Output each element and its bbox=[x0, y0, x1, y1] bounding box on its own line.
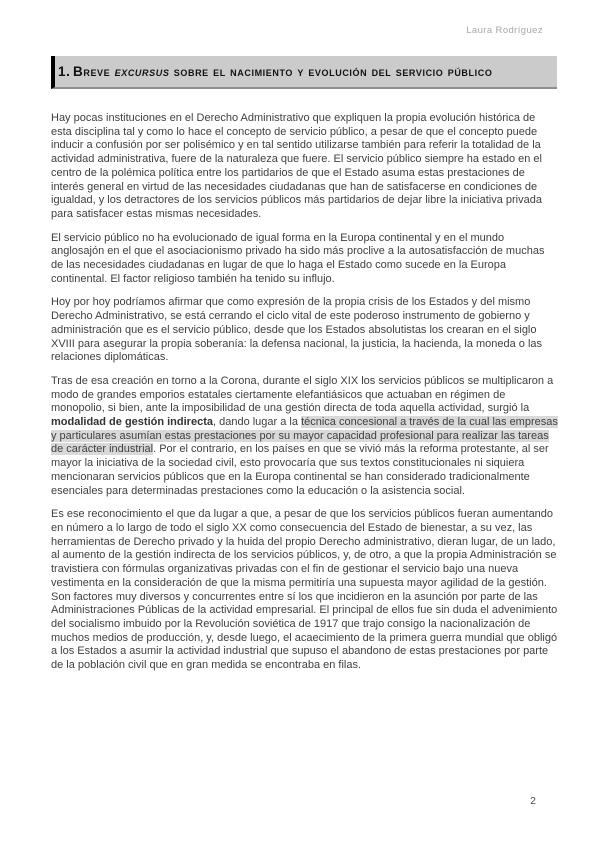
heading-text-segment: sobre el nacimiento y evolución del servicio público bbox=[169, 64, 493, 79]
paragraph: Es ese reconocimiento el que da lugar a que, a pesar de que los servicios públicos fueran aumentando en número a lo largo de todo el siglo XX como consecuencia del Estado de bienestar, a su vez, las herramientas de Derecho privado y la huida del propio Derecho administrativo, dieran lugar, de un lado, al aumento de la gestión indirecta de los servicios públicos, y, de otro, a que la propia Administración se travistiera con fórmulas organizativas privadas con el fin de gestionar el servicio bajo una nueva vestimenta en la consideración de que la misma permitiría una supuesta mayor agilidad de la gestión. Son factores muy diversos y concurrentes entre sí los que incidieron en la asunción por parte de las Administraciones Públicas de la actividad empresarial. El principal de ellos fue sin duda el advenimiento del socialismo imbuido por la Revolución soviética de 1917 que trajo consigo la nacionalización de muchos medios de producción, y, desde luego, el acaecimiento de la primera guerra mundial que obligó a los Estados a asumir la actividad industrial que supuso el abandono de estas prestaciones por parte de la población civil que en gran medida se encontraba en filas. bbox=[51, 508, 558, 672]
document-body bbox=[51, 112, 558, 683]
heading-text-segment: Breve bbox=[73, 64, 115, 79]
bold-text: modalidad de gestión indirecta bbox=[51, 416, 213, 429]
paragraph: Hay pocas instituciones en el Derecho Administrativo que expliquen la propia evolución histórica de esta disciplina tal y como lo hace el concepto de servicio público, a pesar de que el concepto puede inducir a confusión por ser polisémico y en tal sentido utilizarse también para referir la totalidad de la actividad administrativa, fuere de la naturaleza que fuere. El servicio público siempre ha estado en el centro de la polémica política entre los partidarios de que el Estado asuma estas prestaciones de interés general en virtud de las necesidades ciudadanas que han de satisfacerse en condiciones de igualdad, y los detractores de los servicios públicos más partidarios de dejar libre la iniciativa privada para satisfacer estas mismas necesidades. bbox=[51, 112, 542, 220]
highlighted-text: técnica concesional a través de la cual las empresas y particulares asumían estas prestaciones por su mayor capacidad profesional para realizar las tareas de carácter industrial bbox=[51, 416, 558, 456]
paragraph-segment: Tras de esa creación en torno a la Corona, durante el siglo XIX los servicios públicos se multiplicaron a modo de grandes emporios estatales ciertamente elefantiásicos que actuaban en régimen de monopolio, si bien, ante la imposibilidad de una gestión directa de toda aquella actividad, surgió la bbox=[51, 374, 554, 415]
paragraph-segment: . Por el contrario, en los países en que se vivió más la reforma protestante, al ser mayor la iniciativa de la sociedad civil, esto provocaría que sus textos constitucionales ni siquiera mencionaran servicios públicos que en la Europa continental se han considerado tradicionalmente esenciales para determinadas prestaciones como la educación o la asistencia social. bbox=[51, 443, 549, 497]
page-number: 2 bbox=[530, 795, 536, 807]
paragraph: Hoy por hoy podríamos afirmar que como expresión de la propia crisis de los Estados y del mismo Derecho Administrativo, se está cerrando el ciclo vital de este poderoso instrumento de gobierno y administración que es el servicio público, desde que los Estados absolutistas los crearan en el siglo XVIII para asegurar la propia soberanía: la defensa nacional, la justicia, la hacienda, la moneda o las relaciones diplomáticas. bbox=[51, 296, 543, 364]
paragraph-segment: , dando lugar a la bbox=[212, 416, 302, 429]
paragraph: El servicio público no ha evolucionado de igual forma en la Europa continental y en el mundo anglosajón en el que el asociacionismo privado ha sido más proclive a la autosatisfacción de muchas de las necesidades ciudadanas en lugar de que lo haga el Estado como sucede en la Europa continental. El factor religioso también ha tenido su influjo. bbox=[51, 231, 545, 285]
heading-text bbox=[73, 61, 549, 83]
author-name: Laura Rodríguez bbox=[466, 25, 543, 36]
heading-latin-term: excursus bbox=[114, 64, 170, 79]
section-heading bbox=[51, 56, 557, 89]
paragraph bbox=[51, 375, 558, 498]
heading-number: 1. bbox=[58, 64, 71, 79]
